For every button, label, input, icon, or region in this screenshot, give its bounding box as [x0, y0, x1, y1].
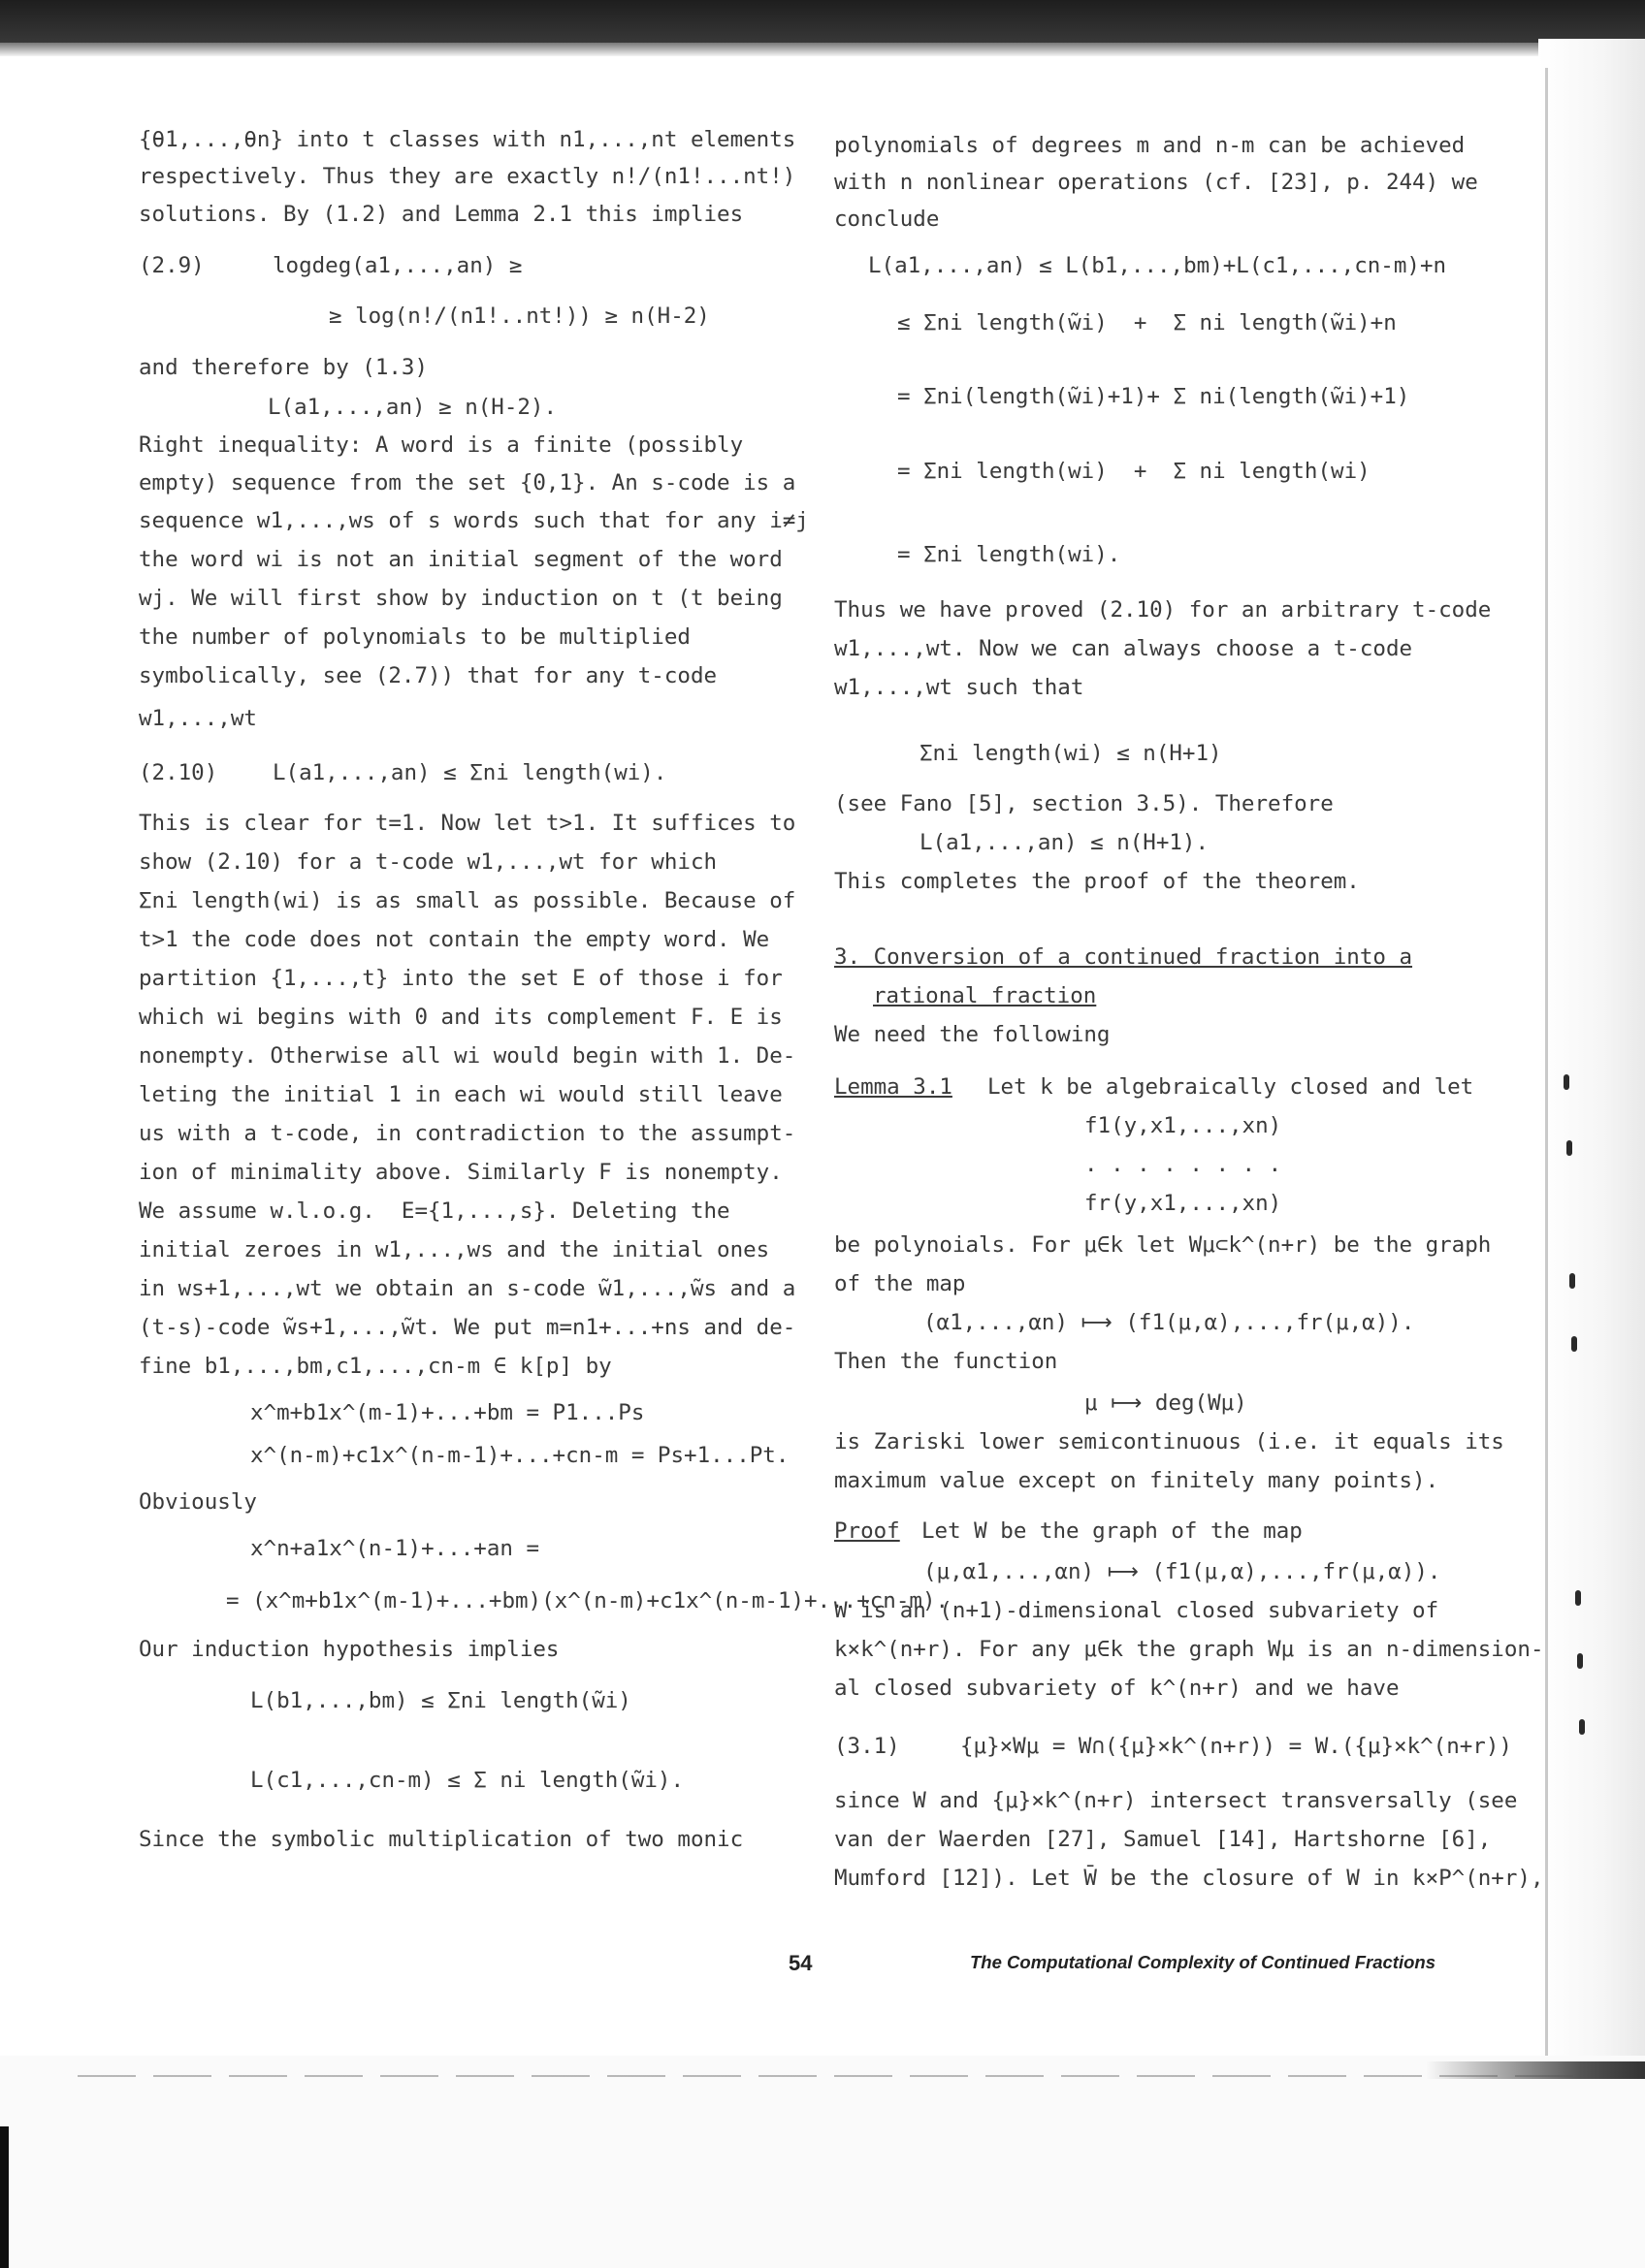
text-line: w1,...,wt. Now we can always choose a t-code	[834, 636, 1413, 661]
text-line: k×k^(n+r). For any μ∈k the graph Wμ is an n-dimension-	[834, 1637, 1544, 1662]
text-line: show (2.10) for a t-code w1,...,wt for which	[139, 849, 718, 875]
equation: fr(y,x1,...,xn)	[1084, 1191, 1282, 1216]
text-line: Then the function	[834, 1349, 1058, 1374]
text-line: Obviously	[139, 1489, 257, 1515]
text-line: leting the initial 1 in each wi would still leave	[139, 1082, 783, 1107]
equation: L(a1,...,an) ≤ L(b1,...,bm)+L(c1,...,cn-m)+n	[868, 253, 1447, 278]
text-line: fine b1,...,bm,c1,...,cn-m ∈ k[p] by	[139, 1354, 612, 1379]
text-line: of the map	[834, 1271, 966, 1296]
text-line: Our induction hypothesis implies	[139, 1637, 560, 1662]
binding-hole-mark	[1579, 1719, 1585, 1735]
running-title: The Computational Complexity of Continued Fractions	[970, 1952, 1435, 1972]
equation: L(a1,...,an) ≤ n(H+1).	[919, 830, 1210, 855]
text-line: Right inequality: A word is a finite (possibly	[139, 432, 744, 458]
scan-bottom-corner-shadow	[1426, 2061, 1645, 2079]
equation: (μ,α1,...,αn) ⟼ (f1(μ,α),...,fr(μ,α)).	[923, 1559, 1441, 1584]
equation: logdeg(a1,...,an) ≥	[273, 253, 523, 278]
text-line: initial zeroes in w1,...,ws and the initial ones	[139, 1237, 770, 1262]
equation: Σni length(wi) ≤ n(H+1)	[919, 741, 1222, 766]
scan-right-margin-shading	[1538, 39, 1645, 2075]
text-line: with n nonlinear operations (cf. [23], p. 244) we	[834, 170, 1478, 195]
equation-label: (2.10)	[139, 760, 218, 785]
text-line: t>1 the code does not contain the empty word. We	[139, 927, 770, 952]
text-line: ion of minimality above. Similarly F is nonempty.	[139, 1160, 783, 1185]
text-line: respectively. Thus they are exactly n!/(n1!...nt!)	[139, 164, 796, 189]
equation: ≤ Σni length(w̃i) + Σ ni length(w̃i)+n	[897, 310, 1397, 335]
binding-hole-mark	[1571, 1336, 1577, 1352]
text-line: W is an (n+1)-dimensional closed subvariety of	[834, 1598, 1439, 1623]
text-line: polynomials of degrees m and n-m can be achieved	[834, 133, 1466, 158]
text-line: which wi begins with 0 and its complement F. E is	[139, 1005, 783, 1030]
text-line: Mumford [12]). Let W̄ be the closure of W in k×P^(n+r),	[834, 1866, 1544, 1891]
text-line: in ws+1,...,wt we obtain an s-code w̃1,...,w̃s and a	[139, 1276, 796, 1301]
equation: = Σni(length(w̃i)+1)+ Σ ni(length(w̃i)+1)	[897, 384, 1410, 409]
text-line: since W and {μ}×k^(n+r) intersect transversally (see	[834, 1788, 1518, 1813]
text-line: us with a t-code, in contradiction to the assumpt-	[139, 1121, 796, 1146]
equation: L(c1,...,cn-m) ≤ Σ ni length(w̃i).	[250, 1768, 685, 1793]
equation: x^n+a1x^(n-1)+...+an =	[250, 1536, 540, 1561]
equation: L(a1,...,an) ≥ n(H-2).	[268, 395, 558, 420]
text-line: solutions. By (1.2) and Lemma 2.1 this implies	[139, 202, 744, 227]
text-line: the word wi is not an initial segment of the word	[139, 547, 783, 572]
equation: = Σni length(wi).	[897, 542, 1121, 567]
binding-hole-mark	[1577, 1653, 1583, 1669]
text-line: be polynoials. For μ∈k let Wμ⊂k^(n+r) be the graph	[834, 1232, 1492, 1258]
text-line: This is clear for t=1. Now let t>1. It suffices to	[139, 811, 796, 836]
equation: ≥ log(n!/(n1!..nt!)) ≥ n(H-2)	[329, 303, 710, 329]
binding-hole-mark	[1564, 1074, 1569, 1090]
text-line: w1,...,wt	[139, 706, 257, 731]
text-line: van der Waerden [27], Samuel [14], Hartshorne [6],	[834, 1827, 1492, 1852]
equation: = Σni length(wi) + Σ ni length(wi)	[897, 459, 1371, 484]
text-line: w1,...,wt such that	[834, 675, 1084, 700]
text-line: sequence w1,...,ws of s words such that for any i≠j	[139, 508, 809, 533]
text-line: wj. We will first show by induction on t (t being	[139, 586, 783, 611]
equation: x^(n-m)+c1x^(n-m-1)+...+cn-m = Ps+1...Pt.	[250, 1443, 790, 1468]
section-heading: 3. Conversion of a continued fraction into a	[834, 944, 1413, 970]
text-line: Let k be algebraically closed and let	[987, 1074, 1474, 1100]
equation-label: (3.1)	[834, 1734, 900, 1759]
scan-paper-edge-shadow	[0, 43, 1645, 56]
scan-bottom-area	[0, 2056, 1645, 2268]
page-number: 54	[789, 1951, 813, 1975]
binding-hole-mark	[1569, 1273, 1575, 1289]
equation: = (x^m+b1x^(m-1)+...+bm)(x^(n-m)+c1x^(n-m-1)+...+cn-m).	[226, 1588, 950, 1613]
text-line: maximum value except on finitely many points).	[834, 1468, 1439, 1493]
text-line: {θ1,...,θn} into t classes with n1,...,nt elements	[139, 127, 796, 152]
text-line: nonempty. Otherwise all wi would begin with 1. De-	[139, 1043, 796, 1069]
scan-fold-line	[1545, 68, 1548, 2065]
equation: x^m+b1x^(m-1)+...+bm = P1...Ps	[250, 1400, 645, 1425]
text-line: (t-s)-code w̃s+1,...,w̃t. We put m=n1+...+ns and de-	[139, 1315, 796, 1340]
equation: {μ}×Wμ = W∩({μ}×k^(n+r)) = W.({μ}×k^(n+r))	[960, 1734, 1512, 1759]
text-line: and therefore by (1.3)	[139, 355, 429, 380]
lemma-label: Lemma 3.1	[834, 1074, 952, 1100]
binding-hole-mark	[1575, 1590, 1581, 1606]
equation: . . . . . . . .	[1084, 1152, 1282, 1177]
text-line: Since the symbolic multiplication of two monic	[139, 1827, 744, 1852]
text-line: Let W be the graph of the map	[921, 1518, 1303, 1544]
text-line: the number of polynomials to be multiplied	[139, 624, 691, 650]
binding-hole-mark	[1566, 1140, 1572, 1156]
scan-left-black-strip	[0, 2126, 9, 2268]
text-line: partition {1,...,t} into the set E of those i for	[139, 966, 783, 991]
equation: (α1,...,αn) ⟼ (f1(μ,α),...,fr(μ,α)).	[923, 1310, 1415, 1335]
text-line: Thus we have proved (2.10) for an arbitrary t-code	[834, 597, 1492, 623]
text-line: (see Fano [5], section 3.5). Therefore	[834, 791, 1334, 816]
equation: L(a1,...,an) ≤ Σni length(wi).	[273, 760, 667, 785]
text-line: conclude	[834, 207, 940, 232]
section-heading: rational fraction	[873, 983, 1097, 1008]
text-line: empty) sequence from the set {0,1}. An s-code is a	[139, 470, 796, 495]
equation-label: (2.9)	[139, 253, 205, 278]
text-line: al closed subvariety of k^(n+r) and we have	[834, 1676, 1400, 1701]
scan-bottom-edge-mark	[78, 2075, 1591, 2077]
equation: μ ⟼ deg(Wμ)	[1084, 1390, 1247, 1416]
text-line: is Zariski lower semicontinuous (i.e. it equals its	[834, 1429, 1504, 1454]
text-line: Σni length(wi) is as small as possible. Because of	[139, 888, 796, 913]
proof-label: Proof	[834, 1518, 900, 1544]
equation: f1(y,x1,...,xn)	[1084, 1113, 1282, 1138]
text-line: We need the following	[834, 1022, 1111, 1047]
equation: L(b1,...,bm) ≤ Σni length(w̃i)	[250, 1688, 631, 1713]
text-line: We assume w.l.o.g. E={1,...,s}. Deleting the	[139, 1198, 730, 1224]
text-line: symbolically, see (2.7)) that for any t-code	[139, 663, 718, 688]
text-line: This completes the proof of the theorem.	[834, 869, 1360, 894]
